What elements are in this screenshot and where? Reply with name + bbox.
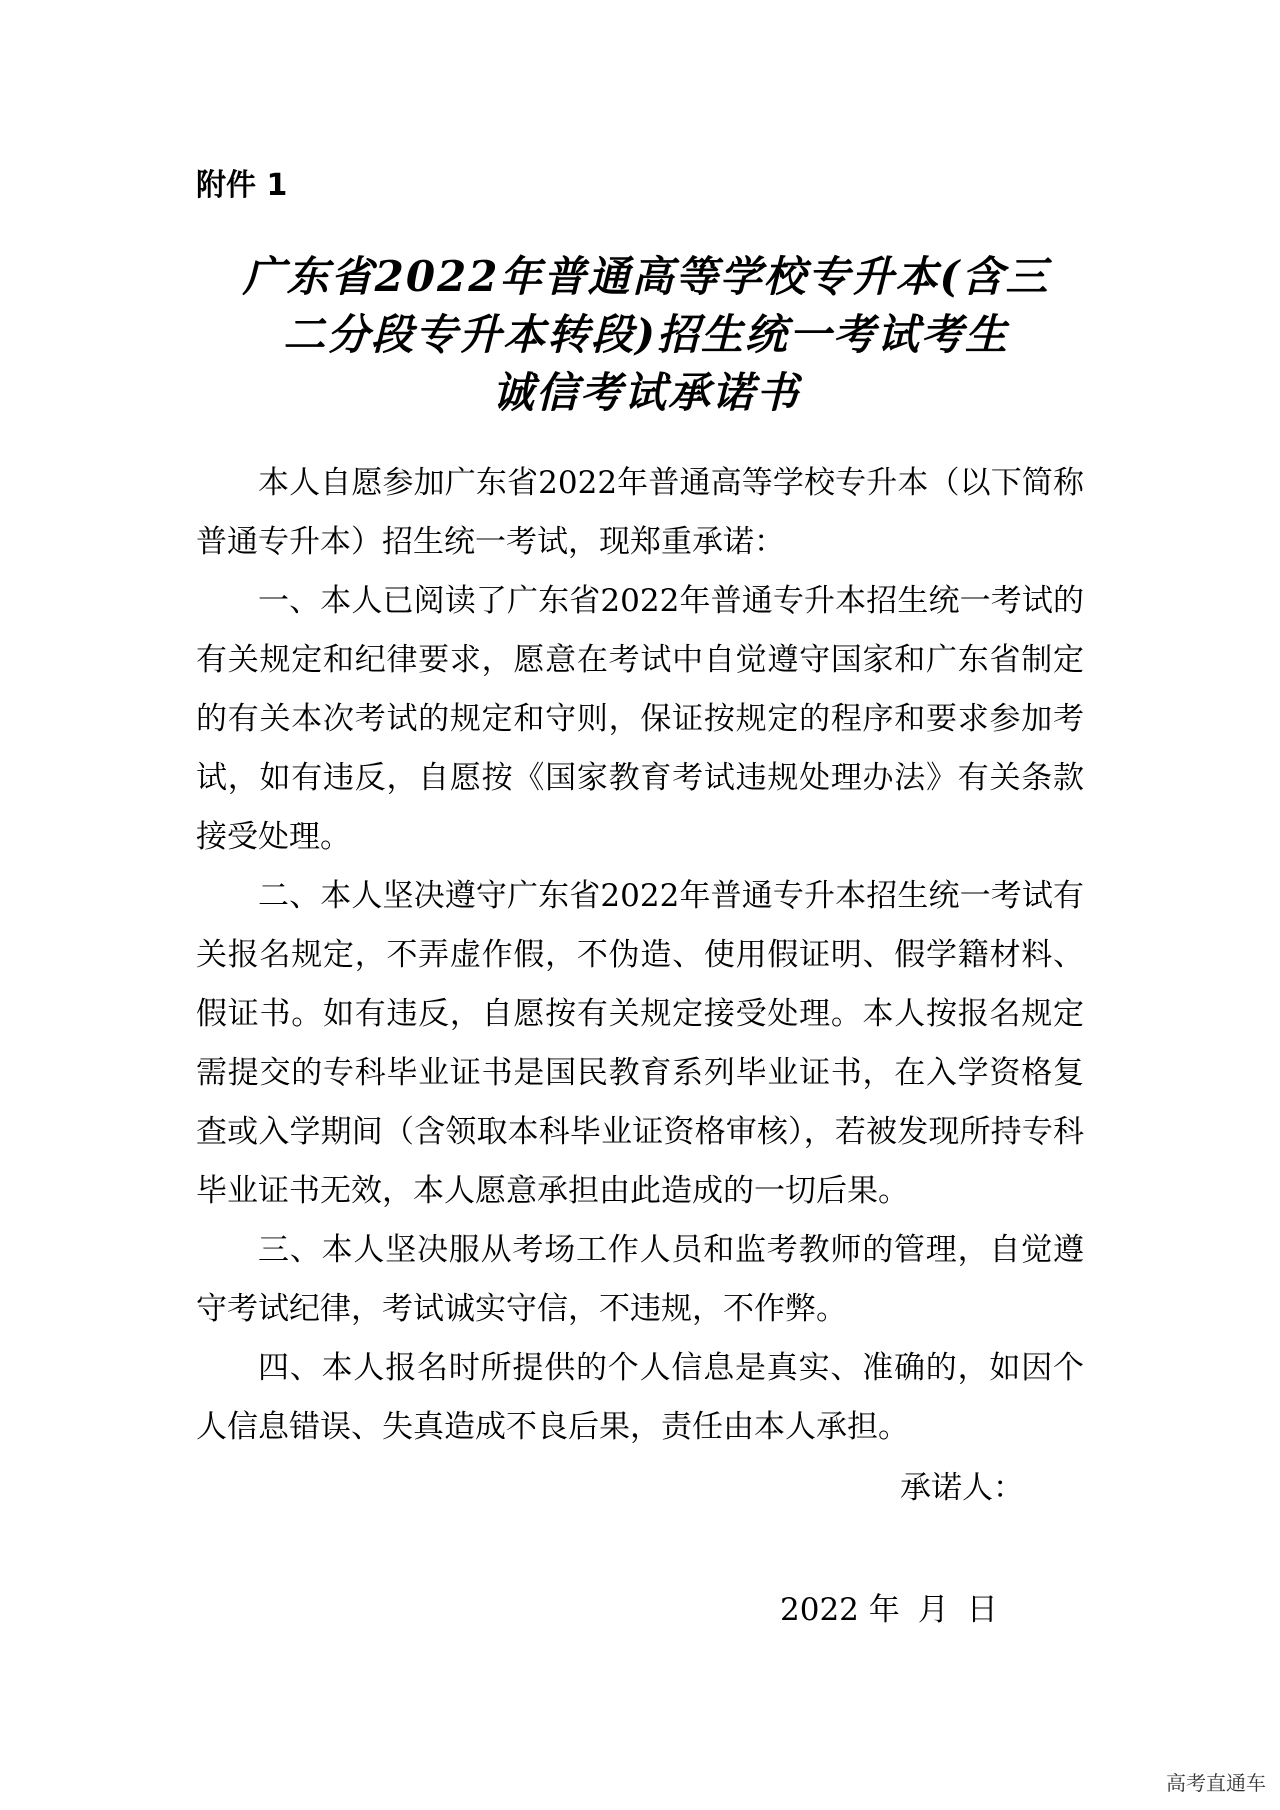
watermark: 高考直通车 [1166,1771,1266,1795]
pledge-item-1: 一、本人已阅读了广东省2022年普通专升本招生统一考试的有关规定和纪律要求，愿意在考试中自觉遵守国家和广东省制定的有关本次考试的规定和守则，保证按规定的程序和要求参加考试，如有违反，自愿按《国家教育考试违规处理办法》有关条款接受处理。 [196,583,1084,855]
date-day: 日 [966,1592,998,1628]
document-title [196,248,1096,422]
attachment-label: 附件 1 [196,168,288,203]
date-year: 2022 年 [780,1592,900,1628]
pledge-item-2: 二、本人坚决遵守广东省2022年普通专升本招生统一考试有关报名规定，不弄虚作假，不伪造、使用假证明、假学籍材料、假证书。如有违反，自愿按有关规定接受处理。本人按报名规定需提交的专科毕业证书是国民教育系列毕业证书，在入学资格复查或入学期间（含领取本科毕业证资格审核），若被发现所持专科毕业证书无效，本人愿意承担由此造成的一切后果。 [196,878,1084,1209]
pledge-item-4: 四、本人报名时所提供的个人信息是真实、准确的，如因个人信息错误、失真造成不良后果，责任由本人承担。 [196,1350,1084,1445]
title-line-1: 广东省2022年普通高等学校专升本(含三 [242,252,1050,301]
intro-paragraph: 本人自愿参加广东省2022年普通高等学校专升本（以下简称普通专升本）招生统一考试，现郑重承诺： [196,465,1084,560]
pledge-item-3: 三、本人坚决服从考场工作人员和监考教师的管理，自觉遵守考试纪律，考试诚实守信，不违规，不作弊。 [196,1232,1084,1327]
title-line-2: 二分段专升本转段)招生统一考试考生 [283,310,1009,359]
signer-label: 承诺人： [900,1470,1024,1506]
signature-date [780,1590,998,1630]
pledge-body [196,454,1084,1457]
title-line-3: 诚信考试承诺书 [491,368,800,417]
date-month: 月 [917,1592,949,1628]
